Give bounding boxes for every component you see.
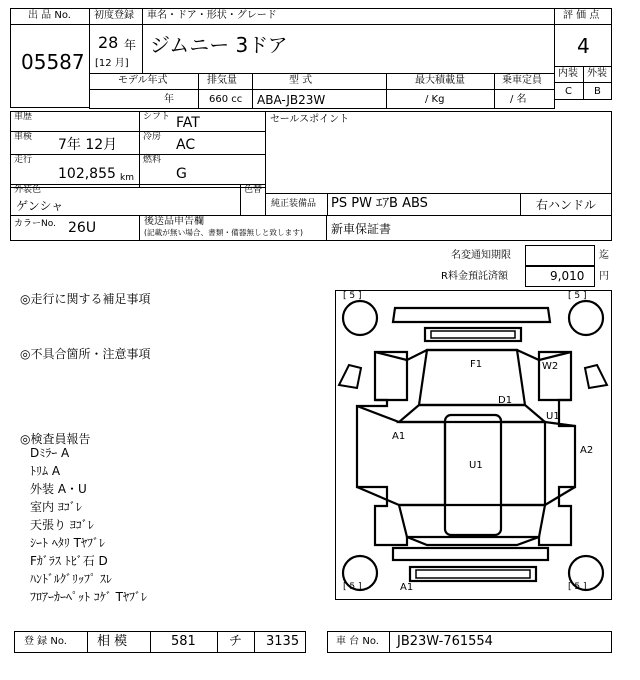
tire-label-bl: [ 5 ] [343, 582, 362, 592]
roof [445, 415, 501, 535]
defects-title: ◎不具合箇所・注意事項 [20, 347, 151, 361]
first-reg-label: 初度登録 [94, 10, 134, 21]
steering-value: 右ハンドル [536, 198, 597, 212]
ac-label: 冷房 [143, 132, 162, 142]
inspector-item: ﾊﾝﾄﾞﾙｸﾞﾘｯﾌﾟ ｽﾚ [30, 572, 112, 586]
reg-number: 3135 [266, 634, 300, 649]
max-load-label: 最大積載量 [415, 75, 465, 86]
recall-label: 名変通知期限 [451, 250, 511, 261]
shift-label: シフト [143, 112, 171, 122]
mileage-value: 102,855 [58, 166, 116, 182]
fuel-value: G [176, 166, 187, 182]
mark-a1-left: A1 [392, 431, 406, 442]
car-diagram [335, 290, 612, 600]
inspection-label: 車検 [14, 132, 33, 142]
capacity-label: 乗車定員 [502, 75, 542, 86]
mark-f1: F1 [470, 359, 483, 370]
tire-label-tl: [ 5 ] [343, 291, 362, 301]
inspector-item: 天張り ﾖｺﾞﾚ [30, 518, 94, 532]
mark-a1-rear: A1 [400, 582, 414, 593]
color-no-label: カラーNo. [14, 219, 56, 229]
score-value: 4 [577, 34, 590, 58]
mileage-unit: km [120, 173, 134, 183]
exterior-grade: B [594, 86, 601, 97]
reg-class: 581 [171, 634, 196, 649]
car-name-label: 車名・ドア・形状・グレード [147, 10, 277, 21]
inspector-item: 外装 A・U [30, 482, 87, 496]
mileage-label: 走行 [14, 155, 33, 165]
inspector-item: ﾌﾛｱｰｶｰﾍﾟｯﾄ ｺｹﾞ Tﾔﾌﾞﾚ [30, 590, 147, 604]
warranty-value: 新車保証書 [331, 222, 392, 236]
score-label: 評 価 点 [563, 10, 600, 21]
recycle-label: R料金預託済額 [441, 271, 508, 282]
color-no-value: 26U [68, 220, 97, 236]
tire-front-right [569, 301, 603, 335]
mark-a2-right: A2 [580, 445, 594, 456]
equipment-label: 純正装備品 [271, 199, 317, 209]
exterior-label: 外装 [587, 68, 607, 79]
reg-kana: チ [229, 634, 243, 649]
capacity-value: / 名 [510, 94, 527, 105]
max-load-value: / Kg [425, 94, 445, 105]
car-name: ジムニー 3ドア [150, 33, 288, 57]
type-value: ABA-JB23W [257, 93, 326, 107]
interior-grade: C [565, 86, 572, 97]
year-unit: 年 [124, 38, 137, 52]
shift-value: FAT [176, 115, 200, 131]
mark-u1-center: U1 [469, 460, 483, 471]
aftermarket-label: 後送品申告欄 [144, 216, 204, 227]
model-year-label: モデル年式 [118, 75, 168, 86]
inspection-value: 7年 12月 [58, 137, 118, 153]
displacement-label: 排気量 [207, 75, 237, 86]
ac-value: AC [176, 137, 196, 153]
driving-notes-title: ◎走行に関する補足事項 [20, 292, 151, 306]
lot-label: 出 品 No. [28, 10, 71, 21]
front-bumper [393, 308, 550, 322]
mirror-right [585, 365, 607, 388]
inspector-item: Fｶﾞﾗｽ ﾄﾋﾞ石 D [30, 554, 108, 568]
type-label: 型 式 [289, 75, 313, 86]
history-label: 車歴 [14, 112, 33, 122]
lot-number: 05587 [21, 50, 85, 74]
recall-value-box[interactable] [525, 245, 595, 266]
mark-u1-right: U1 [546, 411, 560, 422]
recycle-unit: 円 [599, 271, 609, 282]
reg-region: 相 模 [97, 634, 128, 649]
mark-w2: W2 [542, 361, 559, 372]
displacement-value: 660 cc [209, 94, 243, 105]
inspector-item: ﾄﾘﾑ A [30, 464, 61, 478]
first-reg-month: [12 月] [95, 58, 129, 69]
rear-bumper [393, 548, 548, 560]
recycle-value: 9,010 [550, 269, 585, 283]
inspector-item: 室内 ﾖｺﾞﾚ [30, 500, 82, 514]
color-change-label: 色替 [244, 185, 263, 195]
front-grille [425, 328, 521, 341]
aftermarket-note: (記載が無い場合、書類・備器無しと致します) [144, 229, 303, 238]
tire-label-tr: [ 5 ] [568, 291, 587, 301]
inspector-item: ｼｰﾄ ﾍﾀﾘ Tﾔﾌﾞﾚ [30, 536, 105, 550]
exterior-color-label: 外装色 [14, 185, 42, 195]
recall-suffix: 迄 [599, 250, 609, 261]
chassis-label: 車 台 No. [336, 636, 379, 647]
equipment-value: PS PW ｴｱB ABS [331, 196, 428, 211]
mirror-left [339, 365, 361, 388]
interior-label: 内装 [558, 68, 578, 79]
reg-label: 登 録 No. [24, 636, 67, 647]
sales-point-label: セールスポイント [270, 114, 350, 125]
model-year-unit: 年 [164, 94, 174, 105]
inspector-title: ◎検査員報告 [20, 432, 91, 446]
mark-d1: D1 [498, 395, 513, 406]
fuel-label: 燃料 [143, 155, 162, 165]
exterior-color-value: ゲンシャ [16, 199, 64, 213]
tire-label-br: [ 5 ] [568, 582, 587, 592]
tire-front-left [343, 301, 377, 335]
inspector-item: Dﾐﾗｰ A [30, 446, 70, 460]
chassis-value: JB23W-761554 [397, 634, 493, 649]
history-box [10, 111, 266, 188]
first-reg-year: 28 [98, 33, 119, 52]
